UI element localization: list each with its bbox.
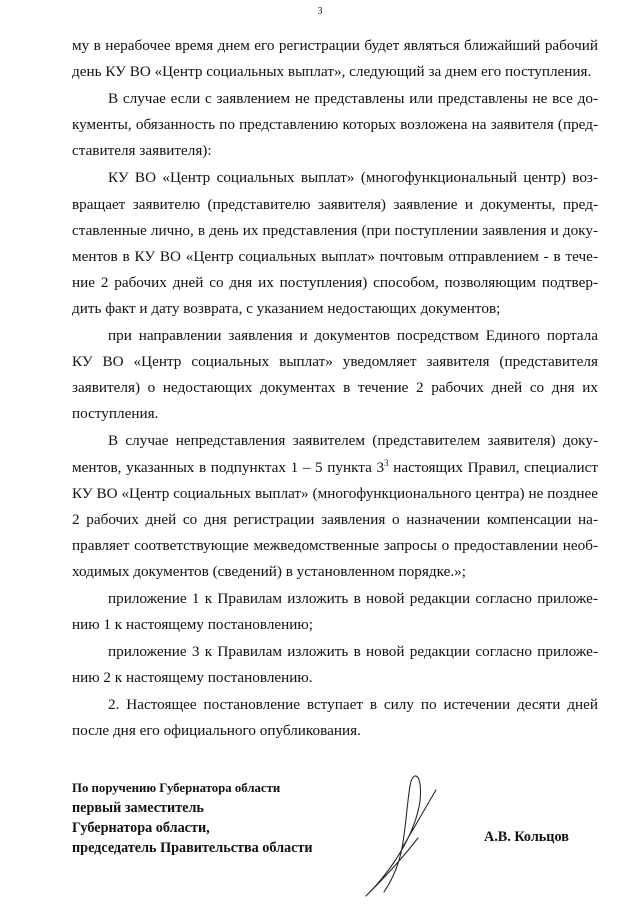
paragraph-appendix-3: приложение 3 к Правилам изложить в новой редакции согласно приложению 2 к настоящему постановлению. (72, 643, 598, 687)
paragraph-interagency-requests (72, 428, 598, 585)
paragraph-incomplete-documents: В случае если с заявлением не представлены или представлены не все документы, обязанность по представлению которых возложена на заявителя (представителя заявителя): (72, 90, 598, 160)
paragraph-text-part: настоящих Правил, специалист КУ ВО «Центр социальных выплат» (многофункционального центра) не позднее 2 рабочих дней со дня регистрации заявления о назначении компенсации направляет соответствующие межведомственные запросы о предоставлении необходимых документов (сведений) в установленном порядке.»; (72, 458, 598, 580)
signer-title-line-3: председатель Правительства области (72, 840, 313, 856)
signer-name: А.В. Кольцов (484, 829, 569, 845)
paragraph-return-documents: КУ ВО «Центр социальных выплат» (многофункциональный центр) возвращает заявителю (представителю заявителя) заявление и документы, представленные лично, в день их представления (при поступлении заявления и документов в КУ ВО «Центр социальных выплат» почтовым отправлением - в течение 2 рабочих дней со дня их поступления) способом, позволяющим подтвердить факт и дату возврата, с указанием недостающих документов; (72, 169, 598, 317)
paragraph-portal-notification: при направлении заявления и документов посредством Единого портала КУ ВО «Центр социальных выплат» уведомляет заявителя (представителя заявителя) о недостающих документах в течение 2 рабочих дней со дня их поступления. (72, 327, 598, 423)
paragraph-appendix-1: приложение 1 к Правилам изложить в новой редакции согласно приложению 1 к настоящему постановлению; (72, 589, 598, 634)
page-number: 3 (317, 6, 323, 17)
document-body (72, 33, 598, 745)
paragraph-text-part: В случае непредставления заявителем (представителем заявителя) документов, указанных в подпунктах 1 – 5 пункта 3 (72, 432, 598, 476)
superscript-index: 3 (384, 457, 389, 468)
paragraph-entry-into-force: 2. Настоящее постановление вступает в силу по истечении десяти дней после дня его официального опубликования. (72, 696, 598, 740)
signer-title-line-1: первый заместитель (72, 800, 204, 816)
signature-intro: По поручению Губернатора области (72, 781, 281, 795)
signer-title-line-2: Губернатора области, (72, 820, 210, 836)
handwritten-signature (352, 768, 462, 900)
paragraph-continuation: му в нерабочее время днем его регистрации будет являться ближайший рабочий день КУ ВО «Центр социальных выплат», следующий за днем его поступления. (72, 37, 598, 81)
